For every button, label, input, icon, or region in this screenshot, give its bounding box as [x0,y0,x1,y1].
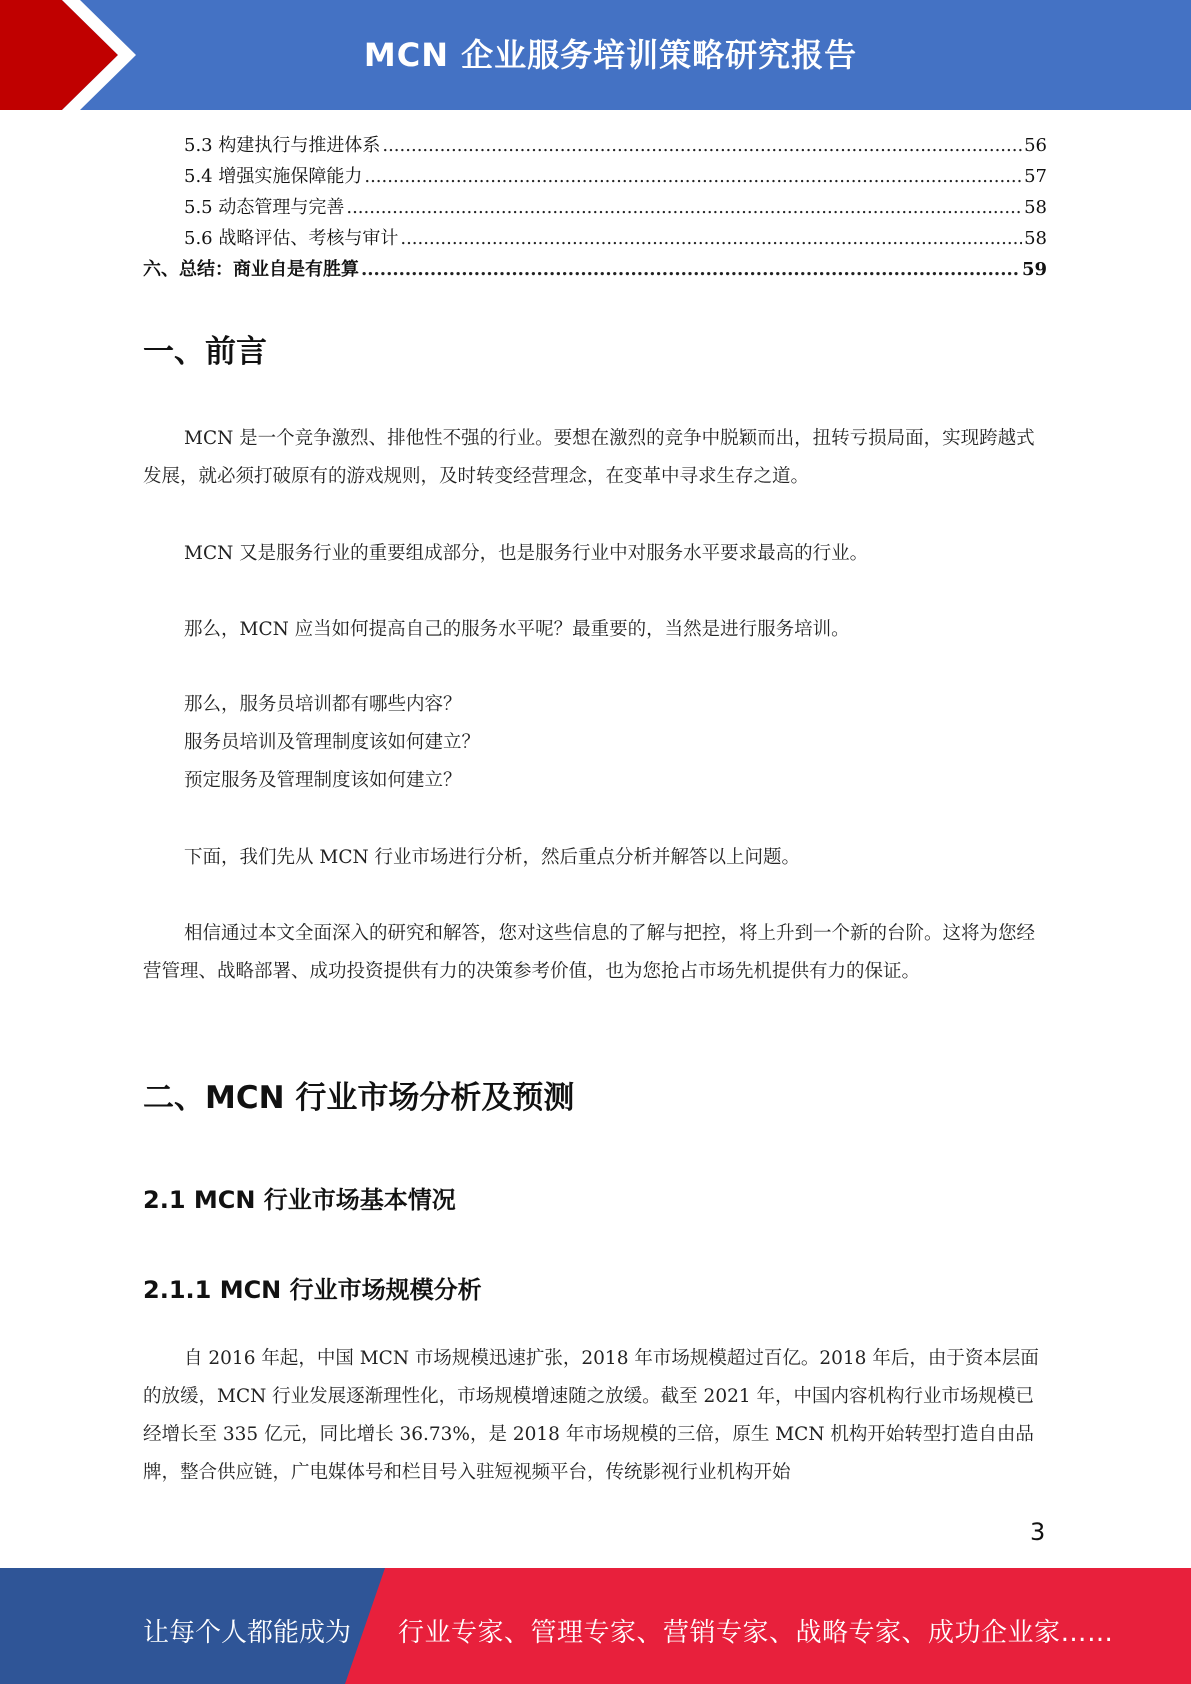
toc-entry-label: 六、总结：商业自是有胜算 [143,259,359,280]
paragraph-text: 自 2016 年起，中国 MCN 市场规模迅速扩张，2018 年市场规模超过百亿。2018 年后，由于资本层面的放缓，MCN 行业发展逐渐理性化，市场规模增速随之放缓。截至 2021 年，中国内容机构行业市场规模已经增长至 335 亿元，同比增长 36.73%，是 2018 年市场规模的三倍，原生 MCN 机构开始转型打造自由品牌，整合供应链，广电媒体号和栏目号入驻短视频平台，传统影视行业机构开始 [143,1348,1039,1483]
toc-entry-label: 5.3 构建执行与推进体系 [184,135,381,156]
question-item: 那么，服务员培训都有哪些内容？ [184,694,462,715]
preface-paragraph [143,611,1047,649]
page-footer [0,1568,1191,1684]
toc-entry-page: 59 [1021,259,1047,280]
section-heading-market-analysis: 二、MCN 行业市场分析及预测 [143,1080,575,1116]
paragraph-text: MCN 是一个竞争激烈、排他性不强的行业。要想在激烈的竞争中脱颖而出，扭转亏损局面，实现跨越式发展，就必须打破原有的游戏规则，及时转变经营理念，在变革中寻求生存之道。 [143,428,1035,487]
toc-entry-page: 56 [1024,135,1047,156]
toc-entry-page: 57 [1024,166,1047,187]
header-title: MCN 企业服务培训策略研究报告 [363,36,858,74]
paragraph-text: 那么，MCN 应当如何提高自己的服务水平呢？最重要的，当然是进行服务培训。 [184,619,850,640]
toc-entry-page: 58 [1024,228,1047,249]
question-list [143,686,1047,800]
toc-entry-page: 58 [1024,197,1047,218]
toc-entry[interactable] [143,130,1047,161]
toc-entry-label: 5.4 增强实施保障能力 [184,166,363,187]
preface-paragraph [143,420,1047,496]
toc-entry[interactable] [143,223,1047,254]
toc-entry-label: 5.6 战略评估、考核与审计 [184,228,399,249]
footer-slogan-right: 行业专家、管理专家、营销专家、战略专家、成功企业家…… [398,1618,1114,1648]
preface-paragraph [143,839,1047,877]
toc-leader-dots [382,130,1022,161]
paragraph-text: 相信通过本文全面深入的研究和解答，您对这些信息的了解与把控，将上升到一个新的台阶。这将为您经营管理、战略部署、成功投资提供有力的决策参考价值，也为您抢占市场先机提供有力的保证。 [143,923,1036,982]
preface-paragraph [143,535,1047,573]
question-item: 服务员培训及管理制度该如何建立？ [184,732,481,753]
question-item: 预定服务及管理制度该如何建立？ [184,770,462,791]
market-size-paragraph [143,1340,1047,1492]
section-heading-preface: 一、前言 [143,334,267,370]
paragraph-text: 下面，我们先从 MCN 行业市场进行分析，然后重点分析并解答以上问题。 [184,847,801,868]
table-of-contents [143,130,1047,285]
toc-leader-dots [400,223,1022,254]
toc-entry[interactable] [143,192,1047,223]
toc-entry-label: 5.5 动态管理与完善 [184,197,345,218]
toc-entry[interactable] [143,161,1047,192]
preface-paragraph [143,915,1047,991]
subsection-heading-2-1-1: 2.1.1 MCN 行业市场规模分析 [143,1276,482,1304]
page-header [0,0,1191,110]
toc-leader-dots [361,254,1020,285]
toc-entry[interactable] [143,254,1047,285]
paragraph-text: MCN 又是服务行业的重要组成部分，也是服务行业中对服务水平要求最高的行业。 [184,543,869,564]
footer-slogan-left: 让每个人都能成为 [143,1618,352,1648]
toc-leader-dots [346,192,1022,223]
subsection-heading-2-1: 2.1 MCN 行业市场基本情况 [143,1186,456,1214]
page-number: 3 [1030,1518,1046,1546]
toc-leader-dots [364,161,1022,192]
